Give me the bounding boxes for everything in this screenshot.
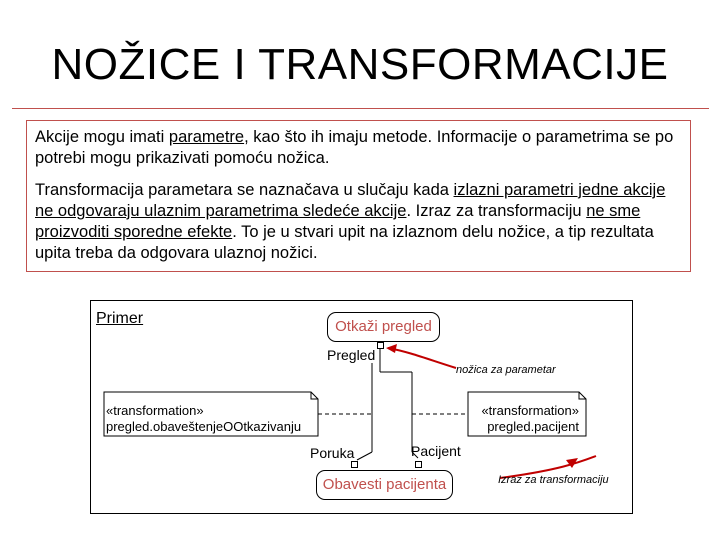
note-left-expression: pregled.obaveštenjeOOtkazivanju [106, 419, 302, 434]
para2-text-3: . To je u stvari upit na izlaznom delu nožice, a tip rezultata upita treba da odgovara ulaznoj nožici. [35, 223, 654, 262]
slide-title: NOŽICE I TRANSFORMACIJE [51, 40, 669, 89]
primer-label: Primer [96, 310, 144, 327]
para2-underlined-2: ne sme proizvoditi sporedne efekte [35, 202, 641, 241]
note-right-stereotype: «transformation» [481, 403, 579, 418]
para1-underlined-1: parametre [168, 128, 245, 146]
pin-pacijent-label: Pacijent [411, 443, 461, 459]
note-right [476, 403, 579, 435]
para1-text-1: Akcije mogu imati [35, 128, 169, 146]
annotation-transformation: Izraz za transformaciju [498, 474, 609, 486]
action-obavesti-pacijenta: Obavesti pacijenta [316, 470, 453, 500]
annotation-pin: nožica za parametar [456, 364, 556, 376]
pin-pacijent [415, 461, 422, 468]
pin-pregled [377, 342, 384, 349]
pin-poruka [351, 461, 358, 468]
para2-text-1: Transformacija parametara se naznačava u slučaju kada [35, 181, 454, 199]
flow-line-to-poruka [357, 452, 372, 460]
para1-text-2: , kao što ih imaju metode. Informacije o parametrima se po potrebi mogu prikazivati pomoću nožica. [35, 128, 674, 167]
arrow-pin-head [386, 344, 397, 353]
action-otkazi-pregled: Otkaži pregled [327, 312, 440, 342]
note-right-expression: pregled.pacijent [487, 419, 579, 434]
arrow-pin-annotation [388, 348, 456, 368]
pin-pregled-label: Pregled [327, 347, 376, 363]
pin-poruka-label: Poruka [310, 445, 355, 461]
para2-underlined-1: izlazni parametri jedne akcije ne odgovaraju ulaznim parametrima sledeće akcije [35, 181, 666, 220]
note-left [106, 403, 301, 435]
note-left-stereotype: «transformation» [106, 403, 204, 418]
para2-text-2: . Izraz za transformaciju [406, 202, 587, 220]
